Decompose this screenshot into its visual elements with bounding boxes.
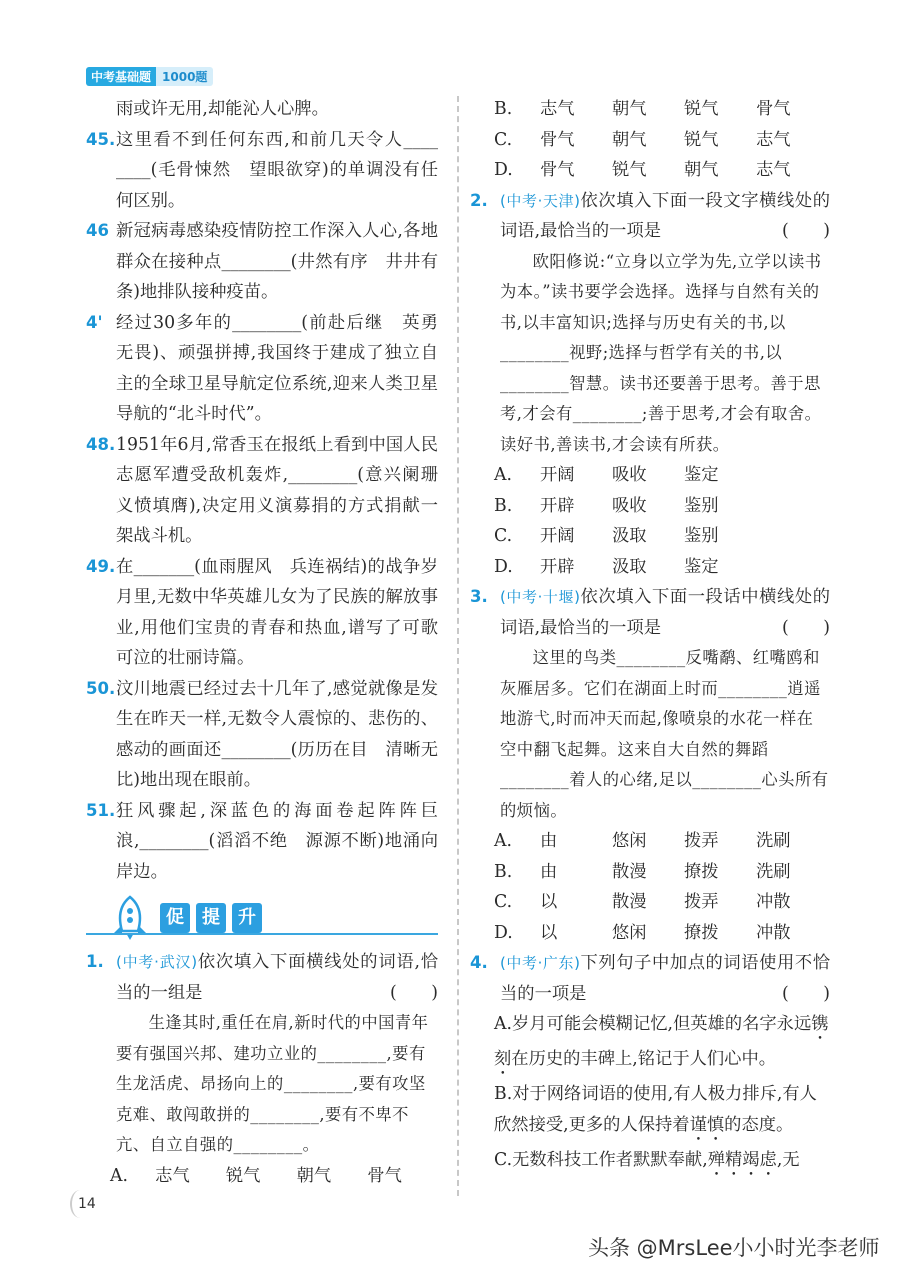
option-word: 锐气 [684, 99, 719, 119]
option-word: 朝气 [612, 99, 647, 119]
question-stem-wrap [500, 582, 830, 643]
option-word: 悠闲 [612, 922, 647, 943]
question-50 [86, 674, 438, 796]
option-text: 在历史的丰碑上,铭记于人们心中。 [511, 1049, 777, 1069]
option-word: 拨弄 [684, 892, 719, 912]
question-47 [86, 308, 438, 430]
option-letter: B. [494, 99, 513, 119]
option-letter: C. [494, 129, 513, 150]
option-word: 汲取 [612, 526, 647, 546]
right-column [470, 94, 830, 1180]
option-letter: C. [494, 526, 513, 546]
option-word: 汲取 [612, 556, 647, 577]
question-number: 1. [86, 952, 104, 971]
option-word: 洗刷 [756, 831, 791, 851]
option-word: 志气 [155, 1165, 190, 1186]
question-text: 经过30多年的________(前赴后继 英勇无畏)、顽强拼搏,我国终于建成了独立自主的全球卫星导航定位系统,迎来人类卫星导航的“北斗时代”。 [116, 312, 438, 424]
option-word: 拨弄 [684, 831, 719, 851]
option-row [86, 1161, 438, 1192]
question-48 [86, 430, 456, 552]
option-text: A.岁月可能会模糊记忆,但英雄的名字永远 [494, 1014, 812, 1034]
answer-bracket: ( ) [781, 983, 830, 1004]
option-word: 由 [540, 831, 558, 851]
section-title [160, 903, 262, 933]
question-stem-wrap [116, 947, 438, 1008]
option-text: B.对于网络词语的使用,有人极力排斥,有人欣然接受,更多的人保持着 [494, 1084, 817, 1135]
option-row [470, 918, 830, 949]
option-word: 锐气 [684, 129, 719, 150]
source-tag: (中考·天津) [500, 191, 580, 210]
question-stem: 依次填入下面一段文字横线处的词语,最恰当的一项是 [500, 190, 830, 241]
option-word: 鉴别 [684, 526, 719, 546]
question-number: 45. [86, 129, 116, 149]
option-row [470, 857, 830, 888]
question-text: 1951年6月,常香玉在报纸上看到中国人民志愿军遭受敌机轰炸,________(意兴阑珊 义愤填膺),决定用义演募捐的方式捐献一架战斗机。 [116, 434, 456, 546]
option-word: 以 [540, 922, 558, 943]
question-stem-wrap [500, 186, 830, 247]
option-word: 开辟 [540, 556, 575, 577]
option-text: C.无数科技工作者默默奉献, [494, 1149, 708, 1170]
option-row [470, 460, 830, 491]
question-text: 在_______(血雨腥风 兵连祸结)的战争岁月里,无数中华英雄儿女为了民族的解放事业,用他们宝贵的青春和热血,谱写了可歌可泣的壮丽诗篇。 [116, 556, 438, 668]
question-stem: 依次填入下面横线处的词语,恰当的一组是 [116, 952, 438, 1003]
option-word: 锐气 [612, 160, 647, 180]
option-letter: A. [110, 1165, 128, 1186]
option-word: 朝气 [612, 129, 647, 150]
passage: 这里的鸟类________反嘴鹬、红嘴鸥和灰雁居多。它们在湖面上时而________逍遥地游弋,时而冲天而起,像喷泉的水花一样在空中翻飞起舞。这来自大自然的舞蹈________着人的心绪,足以________心头所有的烦恼。 [500, 648, 829, 820]
option-word: 撩拨 [684, 861, 719, 882]
page-number-text: 14 [78, 1196, 96, 1212]
option-word: 志气 [540, 99, 575, 119]
question-stem: 依次填入下面一段话中横线处的词语,最恰当的一项是 [500, 587, 830, 638]
source-tag: (中考·广东) [500, 954, 580, 972]
question-text: 狂风骤起,深蓝色的海面卷起阵阵巨浪,________(滔滔不绝 源源不断)地涌向岸边。 [116, 800, 438, 882]
question-number: 4' [86, 312, 103, 332]
option-word: 散漫 [612, 861, 647, 882]
section-title-char: 升 [232, 903, 262, 933]
option-word: 朝气 [684, 160, 719, 180]
question-51 [86, 796, 438, 888]
option-row [470, 521, 830, 552]
question-number: 4. [470, 953, 488, 972]
option-word: 冲散 [756, 922, 791, 943]
dotted-word: 谨慎 [689, 1114, 725, 1135]
option-word: 由 [540, 861, 558, 882]
question-number: 51. [86, 800, 116, 820]
option-word: 吸收 [612, 495, 647, 516]
carryover-text: 雨或许无用,却能沁人心脾。 [116, 99, 329, 119]
question-improve-3 [470, 582, 830, 643]
option-text: 的态度。 [724, 1114, 794, 1135]
option-word: 悠闲 [612, 831, 647, 851]
option-letter: D. [494, 160, 513, 180]
column-divider [457, 96, 459, 1196]
question-text: 汶川地震已经过去十几年了,感觉就像是发生在昨天一样,无数令人震惊的、悲伤的、感动的画面还________(历历在目 清晰无比)地出现在眼前。 [116, 678, 438, 790]
dotted-word: 殚精竭虑 [707, 1149, 777, 1170]
answer-bracket: ( ) [781, 617, 830, 638]
question-text: 新冠病毒感染疫情防控工作深入人心,各地群众在接种点________(井然有序 井井有条)地排队接种疫苗。 [116, 221, 438, 302]
option-word: 开辟 [540, 495, 575, 516]
option-word: 骨气 [367, 1165, 402, 1186]
option-word: 志气 [756, 160, 791, 180]
option-letter: C. [494, 892, 513, 912]
answer-bracket: ( ) [389, 982, 438, 1003]
option-row [470, 125, 830, 156]
left-column [86, 94, 456, 1191]
question-improve-2 [470, 186, 830, 247]
passage: 生逢其时,重任在肩,新时代的中国青年要有强国兴邦、建功立业的________,要有生龙活虎、昂扬向上的________,要有攻坚克难、敢闯敢拼的________,要有不卑不亢、自立自强的________。 [116, 1013, 429, 1154]
option-word: 鉴定 [684, 556, 719, 577]
option-word: 鉴定 [684, 465, 719, 485]
answer-bracket: ( ) [781, 221, 830, 241]
option-word: 以 [540, 892, 558, 912]
option-word: 吸收 [612, 465, 647, 485]
question-number: 49. [86, 556, 116, 576]
series-label: 中考基础题 [86, 67, 156, 86]
option-word: 骨气 [756, 99, 791, 119]
option-letter: B. [494, 495, 513, 516]
option-row [470, 552, 830, 583]
option-word: 撩拨 [684, 922, 719, 943]
option-row [470, 491, 830, 522]
option-a [470, 1009, 830, 1079]
section-header-improve [86, 893, 438, 941]
question-number: 46 [86, 221, 109, 240]
option-row [470, 887, 830, 918]
option-word: 散漫 [612, 892, 647, 912]
question-number: 2. [470, 190, 488, 210]
section-title-char: 促 [160, 903, 190, 933]
section-title-char: 提 [196, 903, 226, 933]
page-number [78, 1196, 96, 1212]
section-rule [86, 933, 438, 935]
option-word: 骨气 [540, 160, 575, 180]
watermark: 头条 @MrsLee小小时光李老师 [588, 1236, 880, 1260]
series-badge [86, 66, 213, 86]
source-tag: (中考·武汉) [116, 953, 198, 971]
question-stem: 下列句子中加点的词语使用不恰当的一项是 [500, 953, 830, 1004]
option-letter: D. [494, 922, 513, 943]
question-number: 3. [470, 587, 488, 606]
option-letter: A. [494, 465, 512, 485]
option-word: 锐气 [225, 1165, 261, 1186]
question-49 [86, 552, 438, 674]
question-number: 50. [86, 678, 116, 698]
option-word: 鉴别 [684, 495, 719, 516]
question-improve-4 [470, 948, 830, 1009]
option-letter: A. [494, 831, 512, 851]
option-row [470, 94, 830, 125]
question-46 [86, 216, 438, 308]
option-word: 开阔 [540, 526, 575, 546]
option-word: 洗刷 [756, 861, 791, 882]
option-c [470, 1145, 830, 1180]
series-count: 1000题 [156, 67, 213, 86]
option-word: 朝气 [296, 1165, 332, 1186]
option-b [470, 1079, 830, 1145]
option-text: ,无 [776, 1149, 800, 1170]
option-letter: B. [494, 861, 513, 882]
option-word: 骨气 [540, 129, 575, 150]
passage: 欧阳修说:“立身以立学为先,立学以读书为本。”读书要学会选择。选择与自然有关的书,以丰富知识;选择与历史有关的书,以________视野;选择与哲学有关的书,以________智慧。读书还要善于思考。善于思考,才会有________;善于思考,才会有取舍。读好书,善读书,才会读有所获。 [500, 251, 822, 454]
question-improve-1 [86, 947, 438, 1008]
question-number: 48. [86, 434, 116, 454]
question-text: 这里看不到任何东西,和前几天令人____ ____(毛骨悚然 望眼欲穿)的单调没有任何区别。 [116, 129, 438, 211]
option-letter: D. [494, 556, 513, 577]
source-tag: (中考·十堰) [500, 588, 580, 606]
question-45 [86, 125, 438, 217]
option-word: 开阔 [540, 465, 575, 485]
option-word: 冲散 [756, 892, 791, 912]
page-number-arc [70, 1190, 90, 1218]
question-stem-wrap [500, 948, 830, 1009]
option-row [470, 155, 830, 186]
option-row [470, 826, 830, 857]
option-word: 志气 [756, 129, 791, 150]
dotted-word: 镌刻 [494, 1014, 829, 1069]
